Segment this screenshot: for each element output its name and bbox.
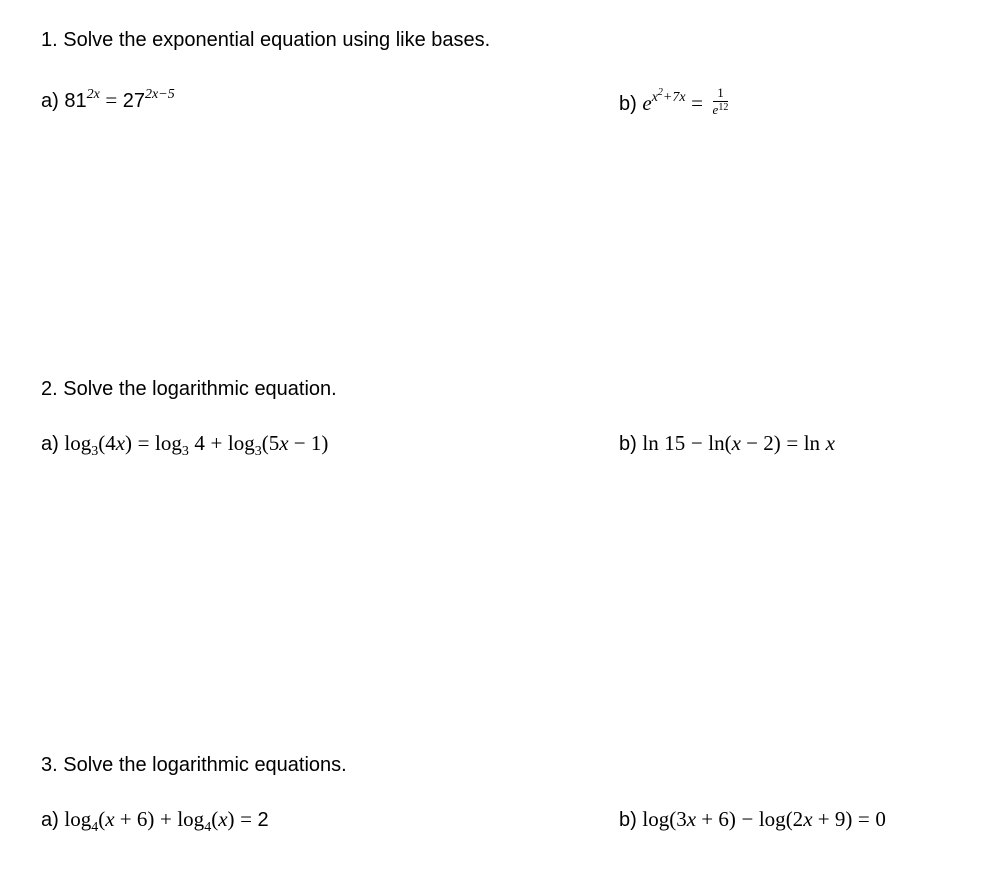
section-2-heading: 2. Solve the logarithmic equation. <box>41 378 337 400</box>
problem-1b-label: b) <box>619 92 637 115</box>
problem-1b-den-base: e <box>712 102 719 117</box>
problem-3b-arg1-var: x <box>686 807 697 831</box>
problem-2b-arg1: 15 <box>664 431 686 455</box>
problem-1a-exp-left: 2x <box>86 87 100 102</box>
problem-1b-exp-square: 2 <box>657 86 663 98</box>
problem-2b-label: b) <box>619 433 637 455</box>
problem-1a-base-right: 27 <box>122 90 146 112</box>
problem-2a-arg3-var: x <box>279 431 289 455</box>
problem-2a-arg3 <box>262 431 329 455</box>
problem-3b-arg2-var: x <box>803 807 813 831</box>
problem-3b-rhs: 0 <box>875 807 886 831</box>
problem-3b <box>619 807 886 832</box>
problem-3b-arg1-open: (3 <box>669 807 687 831</box>
problem-1b-exp-x: x <box>651 89 658 105</box>
problem-2b-ln1: ln <box>642 431 659 455</box>
problem-2a-base2: 3 <box>181 444 189 459</box>
problem-3a-arg1-open: ( <box>98 807 106 831</box>
problem-1a-base-left: 81 <box>64 90 87 112</box>
problem-2a-log3: log <box>227 431 255 455</box>
problem-3b-arg1-close: + 6) <box>696 807 736 831</box>
problem-3a-arg1-close: + 6) <box>114 807 155 831</box>
problem-3a-arg1 <box>98 807 154 831</box>
problem-2a-base1: 3 <box>91 444 99 459</box>
problem-3a-base1: 4 <box>91 820 99 835</box>
problem-2b-arg2 <box>725 431 781 455</box>
problem-3b-log2: log <box>758 807 786 831</box>
problem-2b-ln2: ln <box>708 431 725 455</box>
problem-3b-equals: = <box>857 807 870 831</box>
problem-3b-label: b) <box>619 809 637 831</box>
problem-2a-equals: = <box>137 431 150 455</box>
problem-3a-arg1-var: x <box>105 807 115 831</box>
problem-1b-fraction <box>713 86 729 119</box>
problem-3a-label: a) <box>41 809 59 831</box>
problem-2a-arg2: 4 <box>194 431 205 455</box>
problem-2a-arg1-var: x <box>115 431 126 455</box>
problem-3b-log1: log <box>642 807 670 831</box>
problem-1b-exp <box>651 86 686 105</box>
problem-1b-den-exp: 12 <box>718 102 729 113</box>
problem-2b-ln3: ln <box>803 431 821 455</box>
section-1-heading: 1. Solve the exponential equation using like bases. <box>41 29 491 51</box>
problem-2a-arg1-close: ) <box>125 431 133 455</box>
problem-3a-arg2 <box>211 807 234 831</box>
problem-3b-minus: − <box>741 807 754 831</box>
problem-2b-arg2-close: − 2) <box>740 431 781 455</box>
problem-3b-arg2-open: (2 <box>785 807 804 831</box>
problem-1a-exp-right: 2x−5 <box>145 87 175 102</box>
problem-2a-arg1 <box>98 431 132 455</box>
problem-3a <box>41 807 269 835</box>
problem-3a-log1: log <box>64 807 92 831</box>
problem-3a-arg2-close: ) <box>227 807 235 831</box>
problem-2a <box>41 431 328 459</box>
problem-1a-label: a) <box>41 90 59 112</box>
problem-2a-label: a) <box>41 433 59 455</box>
problem-3a-arg2-open: ( <box>211 807 219 831</box>
problem-1b-base: e <box>642 90 652 115</box>
problem-1b-exp-rest: +7x <box>662 89 686 105</box>
problem-2a-arg3-open: (5 <box>261 431 280 455</box>
problem-2b-minus: − <box>690 431 703 455</box>
problem-3a-log2: log <box>177 807 205 831</box>
problem-2b <box>619 431 835 456</box>
problem-1a <box>41 88 175 116</box>
problem-2a-base3: 3 <box>254 444 262 459</box>
problem-3a-plus: + <box>159 807 172 831</box>
problem-2a-arg1-open: (4 <box>98 431 116 455</box>
problem-2a-log2: log <box>155 431 182 455</box>
problem-1b-numerator: 1 <box>713 86 729 102</box>
problem-1b-denominator <box>713 102 729 119</box>
problem-2a-log1: log <box>64 431 92 455</box>
problem-3b-arg1 <box>669 807 736 831</box>
problem-2b-arg2-var: x <box>731 431 741 455</box>
problem-3a-rhs: 2 <box>257 809 269 831</box>
problem-3b-arg2 <box>786 807 853 831</box>
problem-3a-arg2-var: x <box>218 807 228 831</box>
problem-1a-equals: = <box>105 88 118 112</box>
problem-2a-plus: + <box>210 431 223 455</box>
problem-1b-equals: = <box>691 90 703 115</box>
problem-1b <box>619 85 729 121</box>
problem-3b-arg2-close: + 9) <box>812 807 853 831</box>
problem-2b-arg2-open: ( <box>724 431 732 455</box>
problem-2b-equals: = <box>786 431 799 455</box>
problem-3a-base2: 4 <box>204 820 212 835</box>
problem-3a-equals: = <box>240 807 252 831</box>
problem-2b-arg3: x <box>825 431 835 455</box>
problem-2a-arg3-close: − 1) <box>288 431 329 455</box>
section-3-heading: 3. Solve the logarithmic equations. <box>41 754 347 776</box>
